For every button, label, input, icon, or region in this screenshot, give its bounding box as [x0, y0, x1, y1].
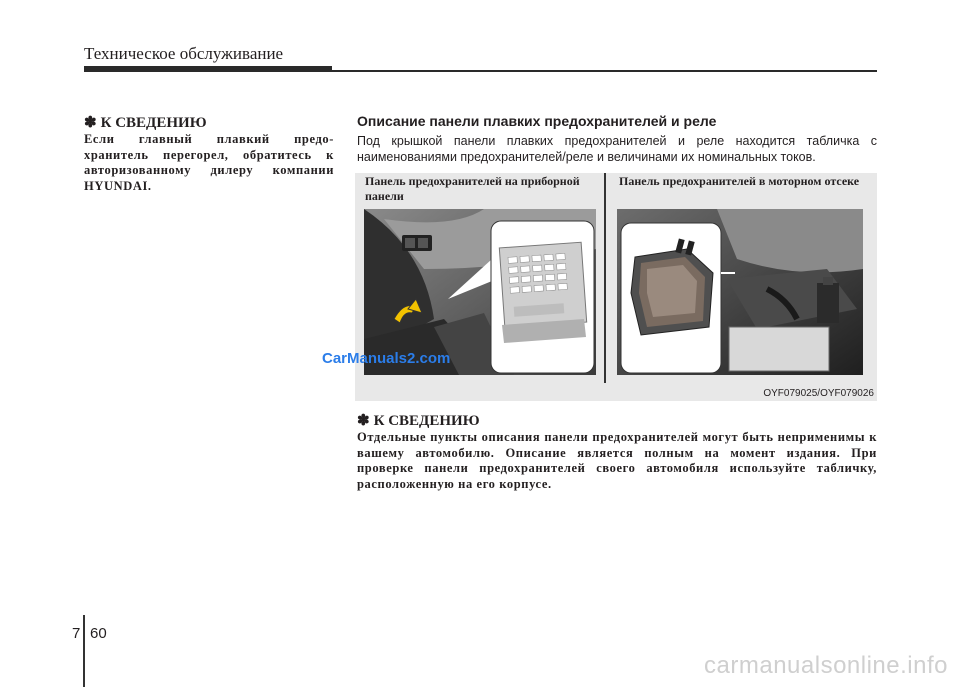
figure-label-left: Панель предохранителей на приборной панели: [365, 174, 580, 203]
engine-compartment-illustration: [617, 209, 863, 375]
note-left-body: Если главный плавкий предо-хранитель перегорел, обратитесь к авторизованному дилеру компании HYUNDAI.: [84, 132, 334, 193]
page-number-divider: [83, 615, 85, 687]
figure-divider: [604, 173, 606, 383]
header-rule-thick: [84, 66, 332, 72]
note-left-title-text: К СВЕДЕНИЮ: [100, 115, 207, 131]
watermark-carmanuals2: CarManuals2.com: [322, 350, 451, 367]
section-header-title: Техническое обслуживание: [84, 44, 284, 63]
figure-label-right: Панель предохранителей в моторном отсеке: [619, 174, 860, 188]
section-text: Под крышкой панели плавких предохранителей и реле находится табличка с наименованиями предохранителей/реле и величинами их номинальных токов.: [357, 134, 877, 164]
figure-code: OYF079025/OYF079026: [763, 388, 874, 399]
page-number: 60: [90, 625, 107, 642]
note-star-icon: ✽: [84, 115, 97, 131]
engine-compartment-fuse-photo: [617, 209, 863, 375]
header-rule-thin: [332, 70, 877, 72]
note-right-title-text: К СВЕДЕНИЮ: [373, 413, 480, 429]
note-left-title: [84, 113, 207, 132]
note-right-body: Отдельные пункты описания панели предохранителей могут быть неприменимы к вашему автомобилю. Описание является полным на момент издания. При проверке панели предохранителей своего автомобиля используйте табличку, расположенную на его корпусе.: [357, 430, 877, 491]
footer-site-watermark: carmanualsonline.info: [704, 652, 948, 679]
note-star-icon: ✽: [357, 413, 370, 429]
note-right-title: [357, 411, 480, 430]
section-heading: Описание панели плавких предохранителей и реле: [357, 113, 717, 129]
page-chapter-number: 7: [72, 625, 81, 642]
